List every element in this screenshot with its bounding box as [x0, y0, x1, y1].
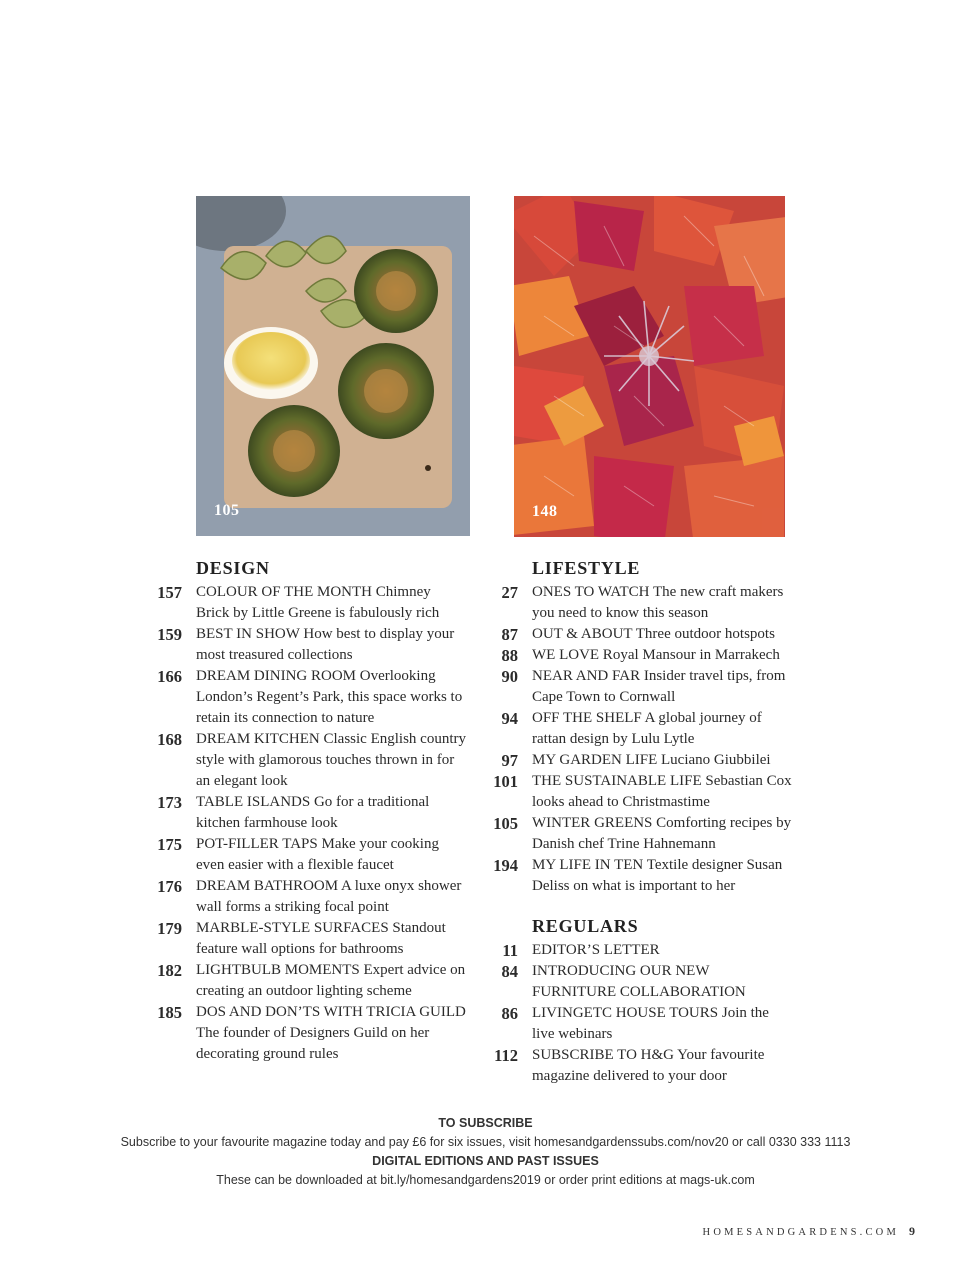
lifestyle-section [493, 556, 794, 897]
page-number: 97 [501, 751, 518, 770]
entry-text: LIGHTBULB MOMENTS Expert advice on creating an outdoor lighting scheme [196, 962, 466, 999]
site-name: HOMESANDGARDENS.COM [702, 1227, 899, 1238]
page-number: 168 [157, 730, 182, 749]
page-number: 84 [501, 962, 518, 981]
digital-editions-heading: DIGITAL EDITIONS AND PAST ISSUES [372, 1154, 599, 1168]
design-entries [157, 582, 466, 1065]
page-number: 182 [157, 961, 182, 980]
page-number: 159 [157, 625, 182, 644]
page-number: 11 [502, 941, 518, 960]
subscribe-text: Subscribe to your favourite magazine today and pay £6 for six issues, visit homesandgardenssubs.com/nov20 or call 0330 333 1113 [120, 1135, 851, 1149]
contents-entry[interactable] [501, 624, 794, 645]
contents-entry[interactable] [493, 771, 794, 813]
page-number: 176 [157, 877, 182, 896]
contents-entry[interactable] [501, 708, 794, 750]
contents-entry[interactable] [501, 1003, 794, 1045]
contents-entry[interactable] [157, 1002, 466, 1065]
page-number: 166 [157, 667, 182, 686]
contents-entry[interactable] [494, 1045, 794, 1087]
entry-text: MARBLE-STYLE SURFACES Standout feature wall options for bathrooms [196, 920, 446, 957]
contents-entry[interactable] [157, 918, 466, 960]
contents-entry[interactable] [157, 582, 466, 624]
entry-text: ONES TO WATCH The new craft makers you need to know this season [532, 584, 784, 621]
contents-entry[interactable] [157, 834, 466, 876]
entry-text: OUT & ABOUT Three outdoor hotspots [532, 626, 775, 642]
page-number: 185 [157, 1003, 182, 1022]
contents-entry[interactable] [157, 624, 466, 666]
page-number: 86 [501, 1004, 518, 1023]
page-number: 194 [493, 856, 518, 875]
entry-text: DREAM KITCHEN Classic English country style with glamorous touches thrown in for an elegant look [196, 731, 466, 789]
page-number: 157 [157, 583, 182, 602]
page-number: 90 [501, 667, 518, 686]
entry-text: SUBSCRIBE TO H&G Your favourite magazine delivered to your door [532, 1047, 765, 1084]
regulars-section [494, 914, 794, 1087]
page-folio [703, 1224, 915, 1239]
frosted-leaves-photo [514, 196, 785, 537]
entry-text: COLOUR OF THE MONTH Chimney Brick by Little Greene is fabulously rich [196, 584, 440, 621]
page-number: 87 [501, 625, 518, 644]
entry-text: DREAM DINING ROOM Overlooking London’s Regent’s Park, this space works to retain its connection to nature [196, 668, 463, 726]
section-title: DESIGN [196, 558, 270, 578]
page-number-folio: 9 [909, 1224, 915, 1238]
contents-entry[interactable] [157, 792, 466, 834]
contents-entry[interactable] [493, 855, 794, 897]
artichoke-photo [196, 196, 470, 536]
page-number: 173 [157, 793, 182, 812]
regulars-entries [494, 940, 794, 1087]
entry-text: MY LIFE IN TEN Textile designer Susan Deliss on what is important to her [532, 857, 783, 894]
contents-entry[interactable] [493, 813, 794, 855]
entry-text: WE LOVE Royal Mansour in Marrakech [532, 647, 780, 663]
entry-text: DOS AND DON’TS WITH TRICIA GUILD The founder of Designers Guild on her decorating ground rules [196, 1004, 466, 1062]
page-number: 88 [501, 646, 518, 665]
page-number: 175 [157, 835, 182, 854]
artichoke-photo-image [196, 196, 470, 536]
page-number: 112 [494, 1046, 518, 1065]
section-title: LIFESTYLE [532, 558, 641, 578]
entry-text: LIVINGETC HOUSE TOURS Join the live webinars [532, 1005, 769, 1042]
entry-text: EDITOR’S LETTER [532, 942, 660, 958]
contents-entry[interactable] [501, 666, 794, 708]
contents-entry[interactable] [501, 961, 794, 1003]
photo-page-number: 105 [214, 502, 240, 519]
contents-entry[interactable] [501, 582, 794, 624]
lifestyle-entries [493, 582, 794, 897]
entry-text: MY GARDEN LIFE Luciano Giubbilei [532, 752, 771, 768]
contents-entry[interactable] [502, 940, 794, 961]
subscription-footer [0, 1114, 971, 1190]
photo-page-number: 148 [532, 503, 558, 520]
page-number: 27 [501, 583, 518, 602]
page-number: 179 [157, 919, 182, 938]
entry-text: INTRODUCING OUR NEW FURNITURE COLLABORATION [532, 963, 746, 1000]
entry-text: TABLE ISLANDS Go for a traditional kitchen farmhouse look [196, 794, 430, 831]
contents-entry[interactable] [501, 645, 794, 666]
contents-entry[interactable] [157, 876, 466, 918]
contents-entry[interactable] [157, 729, 466, 792]
contents-entry[interactable] [157, 960, 466, 1002]
entry-text: DREAM BATHROOM A luxe onyx shower wall forms a striking focal point [196, 878, 462, 915]
contents-entry[interactable] [157, 666, 466, 729]
entry-text: WINTER GREENS Comforting recipes by Danish chef Trine Hahnemann [532, 815, 792, 852]
page-number: 101 [493, 772, 518, 791]
contents-entry[interactable] [501, 750, 794, 771]
subscribe-heading: TO SUBSCRIBE [438, 1116, 533, 1130]
frosted-leaves-photo-image [514, 196, 785, 537]
design-section [157, 556, 466, 1065]
entry-text: THE SUSTAINABLE LIFE Sebastian Cox looks ahead to Christmastime [532, 773, 792, 810]
section-title: REGULARS [532, 916, 639, 936]
entry-text: NEAR AND FAR Insider travel tips, from Cape Town to Cornwall [532, 668, 786, 705]
entry-text: POT-FILLER TAPS Make your cooking even easier with a flexible faucet [196, 836, 439, 873]
digital-editions-text: These can be downloaded at bit.ly/homesandgardens2019 or order print editions at mags-uk.com [216, 1173, 755, 1187]
page-number: 105 [493, 814, 518, 833]
entry-text: BEST IN SHOW How best to display your most treasured collections [196, 626, 455, 663]
entry-text: OFF THE SHELF A global journey of rattan design by Lulu Lytle [532, 710, 762, 747]
page-number: 94 [501, 709, 518, 728]
